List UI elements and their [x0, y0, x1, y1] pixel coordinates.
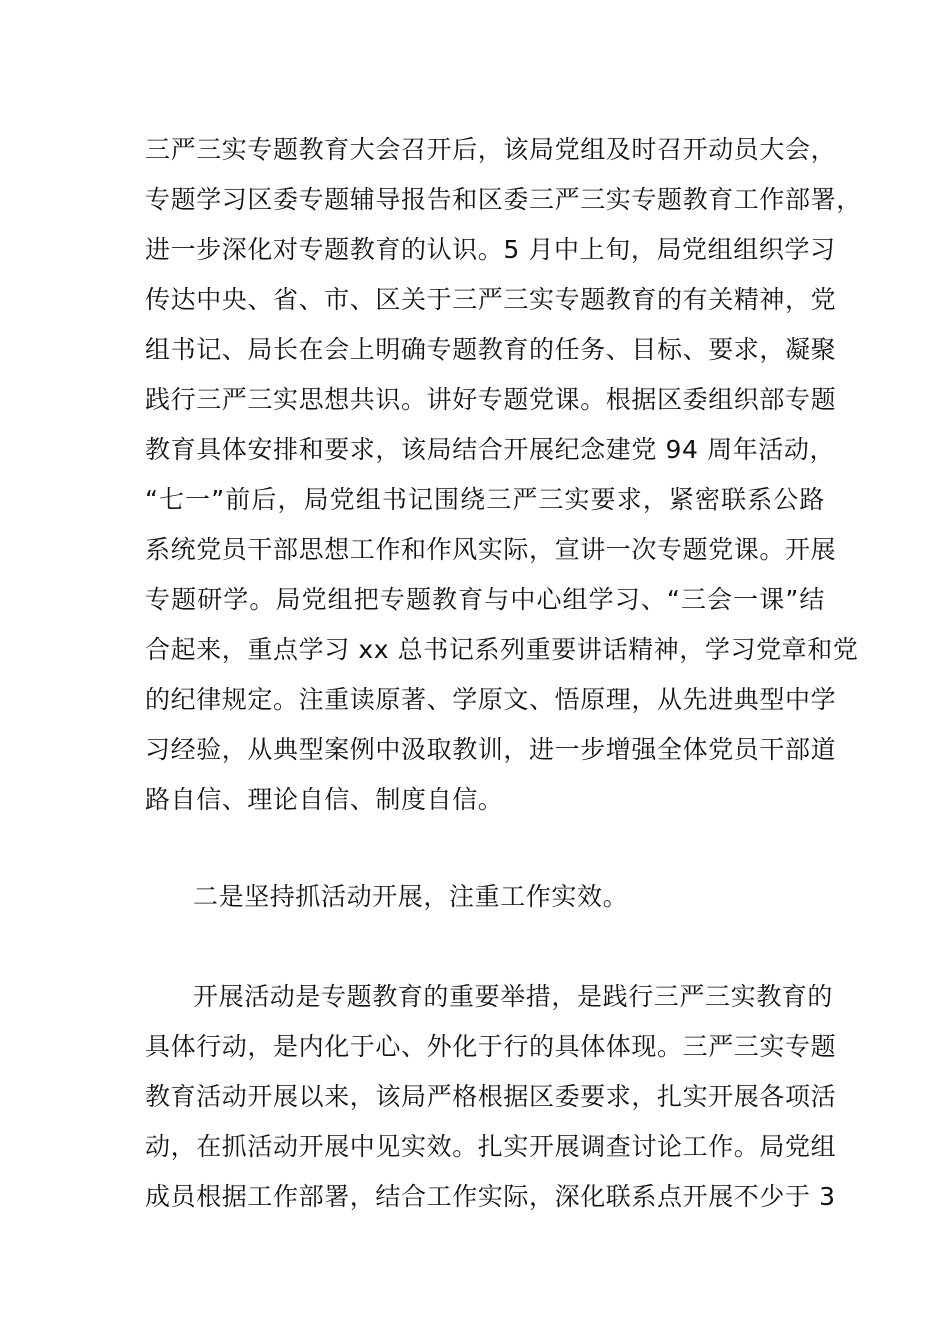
paragraph-line: 的纪律规定。注重读原著、学原文、悟原理，从先进典型中学 — [145, 685, 837, 714]
paragraph-line: 践行三严三实思想共识。讲好专题党课。根据区委组织部专题 — [145, 385, 837, 414]
paragraph-line: 动，在抓活动开展中见实效。扎实开展调查讨论工作。局党组 — [145, 1132, 837, 1161]
paragraph-line: 路自信、理论自信、制度自信。 — [145, 785, 504, 814]
paragraph-line: 进一步深化对专题教育的认识。5 月中上旬，局党组组织学习 — [145, 235, 836, 264]
paragraph-line: 三严三实专题教育大会召开后，该局党组及时召开动员大会， — [145, 135, 837, 164]
paragraph-line: 成员根据工作部署，结合工作实际，深化联系点开展不少于 3 — [145, 1182, 836, 1211]
body-paragraph-1 — [145, 125, 862, 825]
paragraph-line: 系统党员干部思想工作和作风实际，宣讲一次专题党课。开展 — [145, 535, 837, 564]
body-paragraph-2 — [145, 972, 837, 1222]
paragraph-line: 专题学习区委专题辅导报告和区委三严三实专题教育工作部署， — [145, 185, 862, 214]
paragraph-line: 传达中央、省、市、区关于三严三实专题教育的有关精神，党 — [145, 285, 837, 314]
section-heading-text: 二是坚持抓活动开展，注重工作实效。 — [193, 882, 629, 911]
paragraph-line: 开展活动是专题教育的重要举措，是践行三严三实教育的 — [193, 982, 834, 1011]
paragraph-line: 组书记、局长在会上明确专题教育的任务、目标、要求，凝聚 — [145, 335, 837, 364]
paragraph-line: 教育活动开展以来，该局严格根据区委要求，扎实开展各项活 — [145, 1082, 837, 1111]
section-heading-2 — [145, 872, 825, 922]
paragraph-line: 合起来，重点学习 xx 总书记系列重要讲话精神，学习党章和党 — [145, 635, 859, 664]
paragraph-line: 专题研学。局党组把专题教育与中心组学习、“三会一课”结 — [145, 585, 825, 614]
paragraph-line: 具体行动，是内化于心、外化于行的具体体现。三严三实专题 — [145, 1032, 837, 1061]
paragraph-line: 习经验，从典型案例中汲取教训，进一步增强全体党员干部道 — [145, 735, 837, 764]
paragraph-line: “七一”前后，局党组书记围绕三严三实要求，紧密联系公路 — [145, 485, 825, 514]
paragraph-line: 教育具体安排和要求，该局结合开展纪念建党 94 周年活动， — [145, 435, 836, 464]
